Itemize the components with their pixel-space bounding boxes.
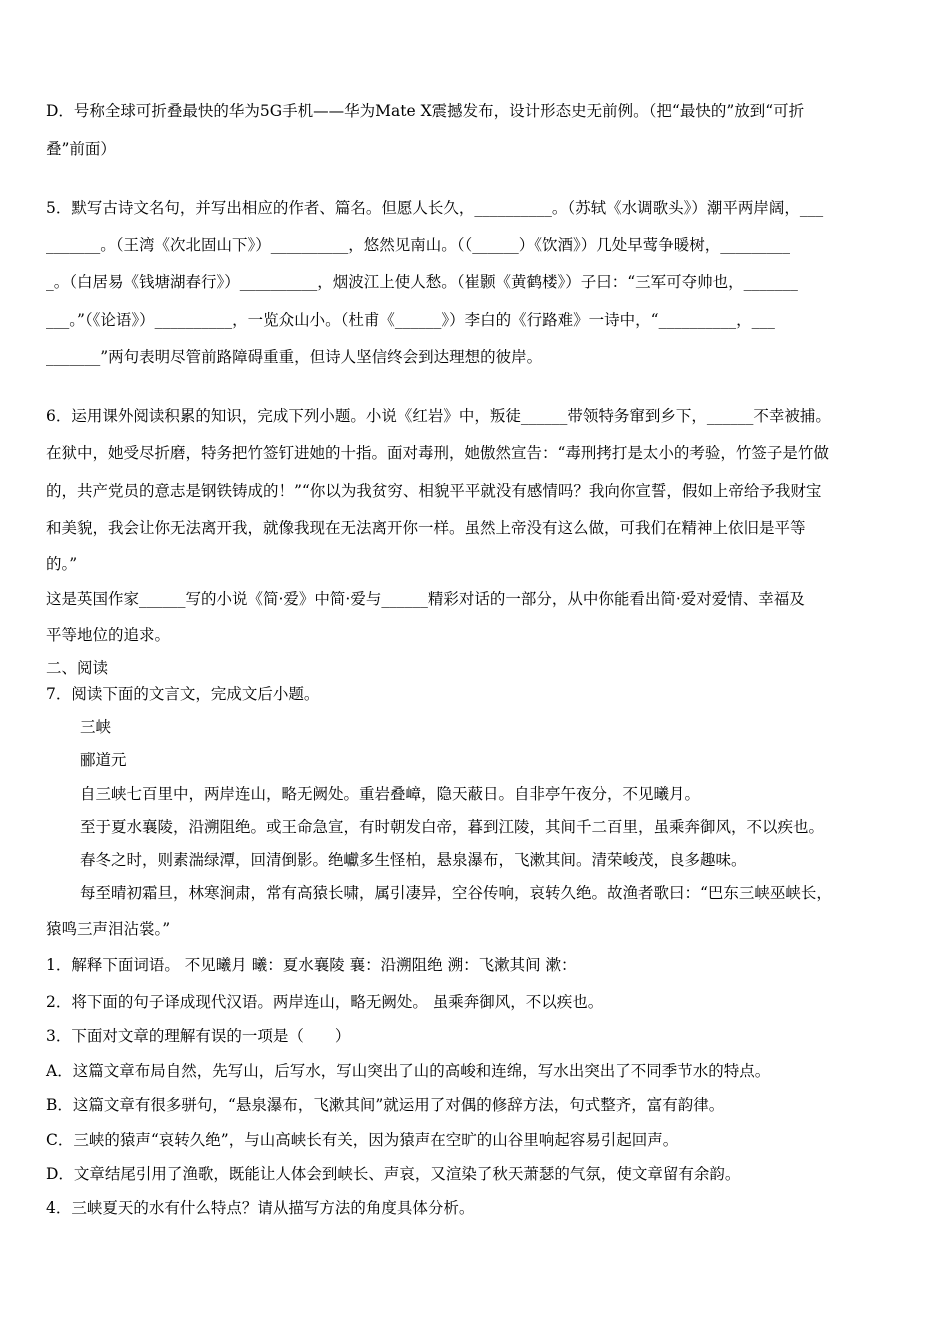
q6-line2: 在狱中，她受尽折磨，特务把竹签钉进她的十指。面对毒刑，她傲然宣告：“毒刑拷打是太小的考验，竹签子是竹做 (46, 444, 829, 462)
subquestion-4: 4．三峡夏天的水有什么特点？请从描写方法的角度具体分析。 (46, 1199, 475, 1217)
passage-paragraph-1: 自三峡七百里中，两岸连山，略无阙处。重岩叠嶂，隐天蔽日。自非亭午夜分，不见曦月。 (80, 785, 701, 803)
q5-line4: ___。”（《论语》）__________，一览众山小。（杜甫《______》）李白的《行路难》一诗中，“__________，___ (46, 311, 775, 329)
subquestion-2: 2．将下面的句子译成现代汉语。两岸连山，略无阙处。 虽乘奔御风，不以疾也。 (46, 993, 604, 1011)
passage-paragraph-2: 至于夏水襄陵，沿溯阻绝。或王命急宣，有时朝发白帝，暮到江陵，其间千二百里，虽乘奔御风，不以疾也。 (80, 818, 825, 836)
q6-line3: 的，共产党员的意志是钢铁铸成的！”“你以为我贫穷、相貌平平就没有感情吗？我向你宣誓，假如上帝给予我财宝 (46, 482, 822, 500)
q6-line5: 的。” (46, 555, 78, 573)
q6-line7: 平等地位的追求。 (46, 626, 171, 644)
passage-author: 郦道元 (80, 751, 127, 769)
passage-paragraph-4-line2: 猿鸣三声泪沾裳。” (46, 920, 171, 938)
q6-line1: 6．运用课外阅读积累的知识，完成下列小题。小说《红岩》中，叛徒______带领特务窜到乡下，______不幸被捕。 (46, 407, 831, 425)
subquestion-3: 3．下面对文章的理解有误的一项是（ ） (46, 1027, 351, 1045)
q5-line2: _______。（王湾《次北固山下》）__________，悠然见南山。（（______）《饮酒》）几处早莺争暖树，_________ (46, 236, 791, 254)
q6-line4: 和美貌，我会让你无法离开我，就像我现在无法离开你一样。虽然上帝没有这么做，可我们在精神上依旧是平等 (46, 519, 806, 537)
q5-line5: _______”两句表明尽管前路障碍重重，但诗人坚信终会到达理想的彼岸。 (46, 348, 543, 366)
option-b: B．这篇文章有很多骈句，“悬泉瀑布，飞漱其间”就运用了对偶的修辞方法，句式整齐，富有韵律。 (46, 1096, 725, 1114)
option-a: A．这篇文章布局自然，先写山，后写水，写山突出了山的高峻和连绵，写水出突出了不同季节水的特点。 (46, 1062, 771, 1080)
q7-intro: 7．阅读下面的文言文，完成文后小题。 (46, 685, 320, 703)
passage-paragraph-3: 春冬之时，则素湍绿潭，回清倒影。绝巘多生怪柏，悬泉瀑布，飞漱其间。清荣峻茂，良多趣味。 (80, 851, 747, 869)
q4-option-d-line1: D．号称全球可折叠最快的华为5G手机——华为Mate X震撼发布，设计形态史无前例。（把“最快的”放到“可折 (46, 102, 805, 120)
q4-option-d-line2: 叠”前面） (46, 140, 116, 158)
passage-title: 三峡 (80, 718, 112, 736)
q5-line1: 5．默写古诗文名句，并写出相应的作者、篇名。但愿人长久，__________。（苏轼《水调歌头》）潮平两岸阔，___ (46, 199, 824, 217)
q5-line3: _。（白居易《钱塘湖春行》）__________，烟波江上使人愁。（崔颢《黄鹤楼》）子曰：“三军可夺帅也，_______ (46, 273, 798, 291)
option-d: D．文章结尾引用了渔歌，既能让人体会到峡长、声哀，又渲染了秋天萧瑟的气氛，使文章留有余韵。 (46, 1165, 741, 1183)
passage-paragraph-4-line1: 每至晴初霜旦，林寒涧肃，常有高猿长啸，属引凄异，空谷传响，哀转久绝。故渔者歌曰：“巴东三峡巫峡长， (80, 884, 832, 902)
option-c: C．三峡的猿声“哀转久绝”，与山高峡长有关，因为猿声在空旷的山谷里响起容易引起回声。 (46, 1131, 679, 1149)
subquestion-1: 1．解释下面词语。 不见曦月 曦：夏水襄陵 襄：沿溯阻绝 溯：飞漱其间 漱： (46, 956, 577, 974)
section-heading-reading: 二、阅读 (46, 659, 109, 677)
q6-line6: 这是英国作家______写的小说《简·爱》中简·爱与______精彩对话的一部分，从中你能看出简·爱对爱情、幸福及 (46, 590, 805, 608)
